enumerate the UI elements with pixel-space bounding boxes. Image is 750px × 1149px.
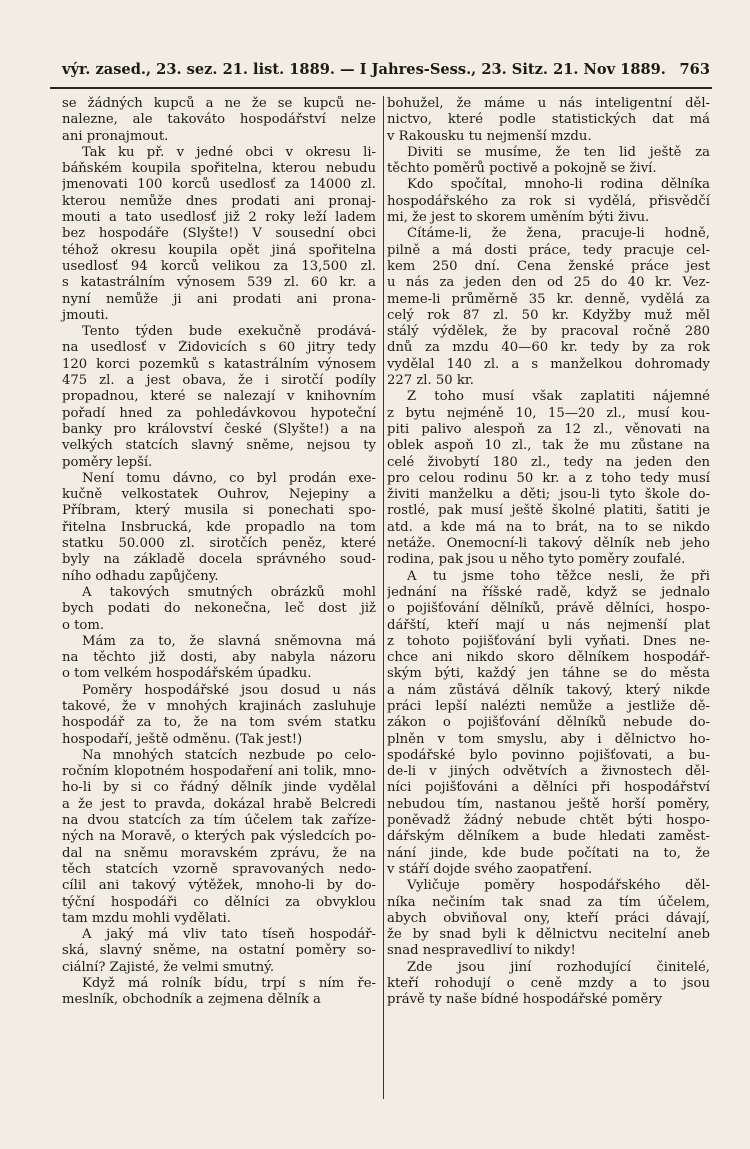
text-line: poněvadž žádný nebude chtět býti hospo-: [387, 813, 710, 829]
text-line: ani pronajmout.: [62, 128, 169, 144]
text-line: Není tomu dávno, co byl prodán exe-: [82, 470, 376, 486]
text-line: atd. a kde má na to brát, na to se nikdo: [387, 519, 710, 535]
text-line: snad nespravedliví to nikdy!: [387, 943, 576, 959]
text-line: v stáří dojde svého zaopatření.: [387, 861, 593, 877]
text-line: o tom velkém hospodářském úpadku.: [62, 666, 312, 682]
text-line: Tento týden bude exekučně prodává-: [82, 324, 376, 340]
text-line: A tu jsme toho těžce nesli, že při: [407, 568, 710, 584]
text-line: práci lepší nalézti nemůže a jestliže dě-: [387, 698, 710, 714]
text-line: právě ty naše bídné hospodářské poměry: [387, 992, 663, 1008]
text-line: týční hospodáři co dělníci za obvyklou: [62, 894, 376, 910]
text-line: a že jest to pravda, dokázal hrabě Belcredi: [62, 796, 376, 812]
text-line: 475 zl. a jest obava, že i sirotčí podíly: [62, 373, 376, 389]
text-line: meme-li průměrně 35 kr. denně, vydělá za: [387, 291, 710, 307]
text-line: na usedlosť v Židovicích s 60 jitry tedy: [62, 340, 376, 356]
text-line: rostlé, pak musí ještě školné platiti, šatiti je: [387, 503, 710, 519]
text-line: kučně velkostatek Ouhrov, Nejepiny a: [62, 487, 376, 503]
text-line: 120 korci pozemků s katastrálním výnosem: [62, 356, 376, 372]
text-line: abych obviňoval ony, kteří práci dávají,: [387, 910, 710, 926]
text-line: nalezne, ale takováto hospodářství nelze: [62, 112, 376, 128]
text-line: téhož okresu koupila opět jiná spořitelna: [62, 242, 376, 258]
text-line: dnů za mzdu 40—60 kr. tedy by za rok: [387, 340, 710, 356]
text-line: dal na sněmu moravském zprávu, že na: [62, 845, 376, 861]
text-line: de-li v jiných odvětvích a živnostech děl-: [387, 764, 710, 780]
text-line: poměry lepší.: [62, 454, 153, 470]
text-line: oblek aspoň 10 zl., tak že mu zůstane na: [387, 438, 710, 454]
text-line: kteří rohodují o ceně mzdy a to jsou: [387, 976, 710, 992]
text-line: hospodaří, ještě odměnu. (Tak jest!): [62, 731, 303, 747]
text-line: Čítáme-li, že žena, pracuje-li hodně,: [407, 226, 710, 242]
text-line: Kdo spočítal, mnoho-li rodina dělníka: [407, 177, 710, 193]
text-line: Mám za to, že slavná sněmovna má: [82, 633, 376, 649]
text-line: kem 250 dní. Cena ženské práce jest: [387, 258, 710, 274]
right-column: [387, 96, 710, 1009]
text-line: A jaký má vliv tato tíseň hospodář-: [82, 927, 376, 943]
text-line: celé živobytí 180 zl., tedy na jeden den: [387, 454, 710, 470]
text-line: z tohoto pojišťování byli vyňati. Dnes ne-: [387, 633, 710, 649]
text-line: a nám zůstává dělník takový, který nikde: [387, 682, 710, 698]
text-line: o pojišťování dělníků, právě dělníci, hospo-: [387, 601, 710, 617]
text-line: ciální? Zajisté, že velmi smutný.: [62, 959, 275, 975]
text-line: že by snad byli k dělnictvu necitelní aneb: [387, 927, 710, 943]
text-line: na dvou statcích za tím účelem tak zaříze-: [62, 813, 376, 829]
text-line: dářští, kteří mají u nás nejmenší plat: [387, 617, 710, 633]
running-header: [62, 59, 710, 81]
text-line: ního odhadu zapůjčeny.: [62, 568, 219, 584]
text-line: plněn v tom smyslu, aby i dělnictvo ho-: [387, 731, 710, 747]
text-line: spodářské bylo povinno pojišťovati, a bu-: [387, 747, 710, 763]
text-line: usedlosť 94 korců velikou za 13,500 zl.: [62, 258, 376, 274]
text-line: pro celou rodinu 50 kr. a z toho tedy musí: [387, 470, 710, 486]
text-line: Vyličuje poměry hospodářského děl-: [407, 878, 710, 894]
text-line: cílil ani takový výtěžek, mnoho-li by do-: [62, 878, 376, 894]
text-line: jednání na říšské radě, když se jednalo: [387, 584, 710, 600]
text-line: zákon o pojišťování dělníků nebude do-: [387, 715, 710, 731]
text-line: s katastrálním výnosem 539 zl. 60 kr. a: [62, 275, 376, 291]
text-line: ho-li by si co řádný dělník jinde vydělal: [62, 780, 376, 796]
text-line: hospodář za to, že na tom svém statku: [62, 715, 376, 731]
text-line: ským býti, každý jen táhne se do města: [387, 666, 710, 682]
text-line: báňském koupila spořitelna, kterou nebudu: [62, 161, 376, 177]
text-line: propadnou, které se nalezají v knihovním: [62, 389, 376, 405]
text-line: hospodářského za rok si vydělá, přisvědčí: [387, 193, 710, 209]
text-line: níka nečiním tak snad za tím účelem,: [387, 894, 710, 910]
text-line: Diviti se musíme, že ten lid ještě za: [407, 144, 710, 160]
page-number: 763: [679, 61, 710, 78]
text-line: pořadí hned za pohledávkovou hypoteční: [62, 405, 376, 421]
text-line: jmouti.: [62, 307, 109, 323]
text-line: A takových smutných obrázků mohl: [82, 584, 376, 600]
text-line: vydělal 140 zl. a s manželkou dohromady: [387, 356, 710, 372]
text-line: v Rakousku tu nejmenší mzdu.: [387, 128, 592, 144]
text-line: stálý výdělek, že by pracoval ročně 280: [387, 324, 710, 340]
text-line: Příbram, který musila si ponechati spo-: [62, 503, 376, 519]
text-line: dářským dělníkem a bude hledati zaměst-: [387, 829, 710, 845]
text-line: těchto poměrů poctivě a pokojně se živí.: [387, 161, 657, 177]
text-line: velkých statcích slavný sněme, nejsou ty: [62, 438, 376, 454]
text-line: jmenovati 100 korců usedlosť za 14000 zl.: [62, 177, 376, 193]
text-line: Když má rolník bídu, trpí s ním ře-: [82, 976, 376, 992]
text-line: pilně a má dosti práce, tedy pracuje cel-: [387, 242, 710, 258]
text-line: z bytu nejméně 10, 15—20 zl., musí kou-: [387, 405, 710, 421]
running-head: výr. zased., 23. sez. 21. list. 1889. — I Jahres-Sess., 23. Sitz. 21. Nov 1889.: [62, 61, 666, 78]
text-line: mouti a tato usedlosť již 2 roky leží ladem: [62, 210, 376, 226]
text-line: Zde jsou jiní rozhodující činitelé,: [407, 959, 710, 975]
text-line: rodina, pak jsou u něho tyto poměry zoufalé.: [387, 552, 686, 568]
text-line: Tak ku př. v jedné obci v okresu li-: [82, 144, 376, 160]
text-line: celý rok 87 zl. 50 kr. Kdyžby muž měl: [387, 307, 710, 323]
text-line: těch statcích vzorně spravovaných nedo-: [62, 861, 376, 877]
header-rule: [50, 87, 712, 89]
text-line: chce ani nikdo skoro dělníkem hospodář-: [387, 650, 710, 666]
text-line: ročním klopotném hospodaření ani tolik, mno-: [62, 764, 376, 780]
text-line: na těchto již dosti, aby nabyla názoru: [62, 650, 376, 666]
text-line: piti palivo alespoň za 12 zl., věnovati na: [387, 421, 710, 437]
text-line: Na mnohých statcích nezbude po celo-: [82, 747, 376, 763]
text-line: bohužel, že máme u nás inteligentní děl-: [387, 96, 710, 111]
column-divider: [383, 96, 384, 1099]
text-line: ská, slavný sněme, na ostatní poměry so-: [62, 943, 376, 959]
text-line: takové, že v mnohých krajinách zasluhuje: [62, 698, 376, 714]
left-column: [62, 96, 376, 1009]
text-line: nictvo, které podle statistických dat má: [387, 112, 710, 128]
text-line: bych podati do nekonečna, leč dost již: [62, 601, 376, 617]
text-line: o tom.: [62, 617, 105, 633]
text-line: u nás za jeden den od 25 do 40 kr. Vez-: [387, 275, 710, 291]
text-line: meslník, obchodník a zejmena dělník a: [62, 992, 321, 1008]
text-line: ných na Moravě, o kterých pak výsledcích po-: [62, 829, 376, 845]
text-line: netáže. Onemocní-li takový dělník neb jeho: [387, 536, 710, 552]
text-line: níci pojišťováni a dělníci při hospodářství: [387, 780, 710, 796]
text-line: 227 zl. 50 kr.: [387, 373, 474, 389]
text-line: tam mzdu mohli vydělati.: [62, 910, 231, 926]
text-line: Z toho musí však zaplatiti nájemné: [407, 389, 710, 405]
text-line: mi, že jest to skorem uměním býti živu.: [387, 210, 650, 226]
text-line: nebudou tím, nastanou ještě horší poměry,: [387, 796, 710, 812]
text-line: statku 50.000 zl. sirotčích peněz, které: [62, 536, 376, 552]
text-line: kterou nemůže dnes prodati ani pronaj-: [62, 193, 376, 209]
text-line: nání jinde, kde bude počítati na to, že: [387, 845, 710, 861]
text-line: živiti manželku a děti; jsou-li tyto škole do-: [387, 487, 710, 503]
text-line: nyní nemůže ji ani prodati ani prona-: [62, 291, 376, 307]
text-line: řitelna Insbrucká, kde propadlo na tom: [62, 519, 376, 535]
text-line: banky pro království české (Slyšte!) a na: [62, 421, 376, 437]
text-line: Poměry hospodářské jsou dosud u nás: [82, 682, 376, 698]
text-line: bez hospodáře (Slyšte!) V sousední obci: [62, 226, 376, 242]
text-line: byly na základě docela správného soud-: [62, 552, 376, 568]
text-line: se žádných kupců a ne že se kupců ne-: [62, 96, 376, 111]
